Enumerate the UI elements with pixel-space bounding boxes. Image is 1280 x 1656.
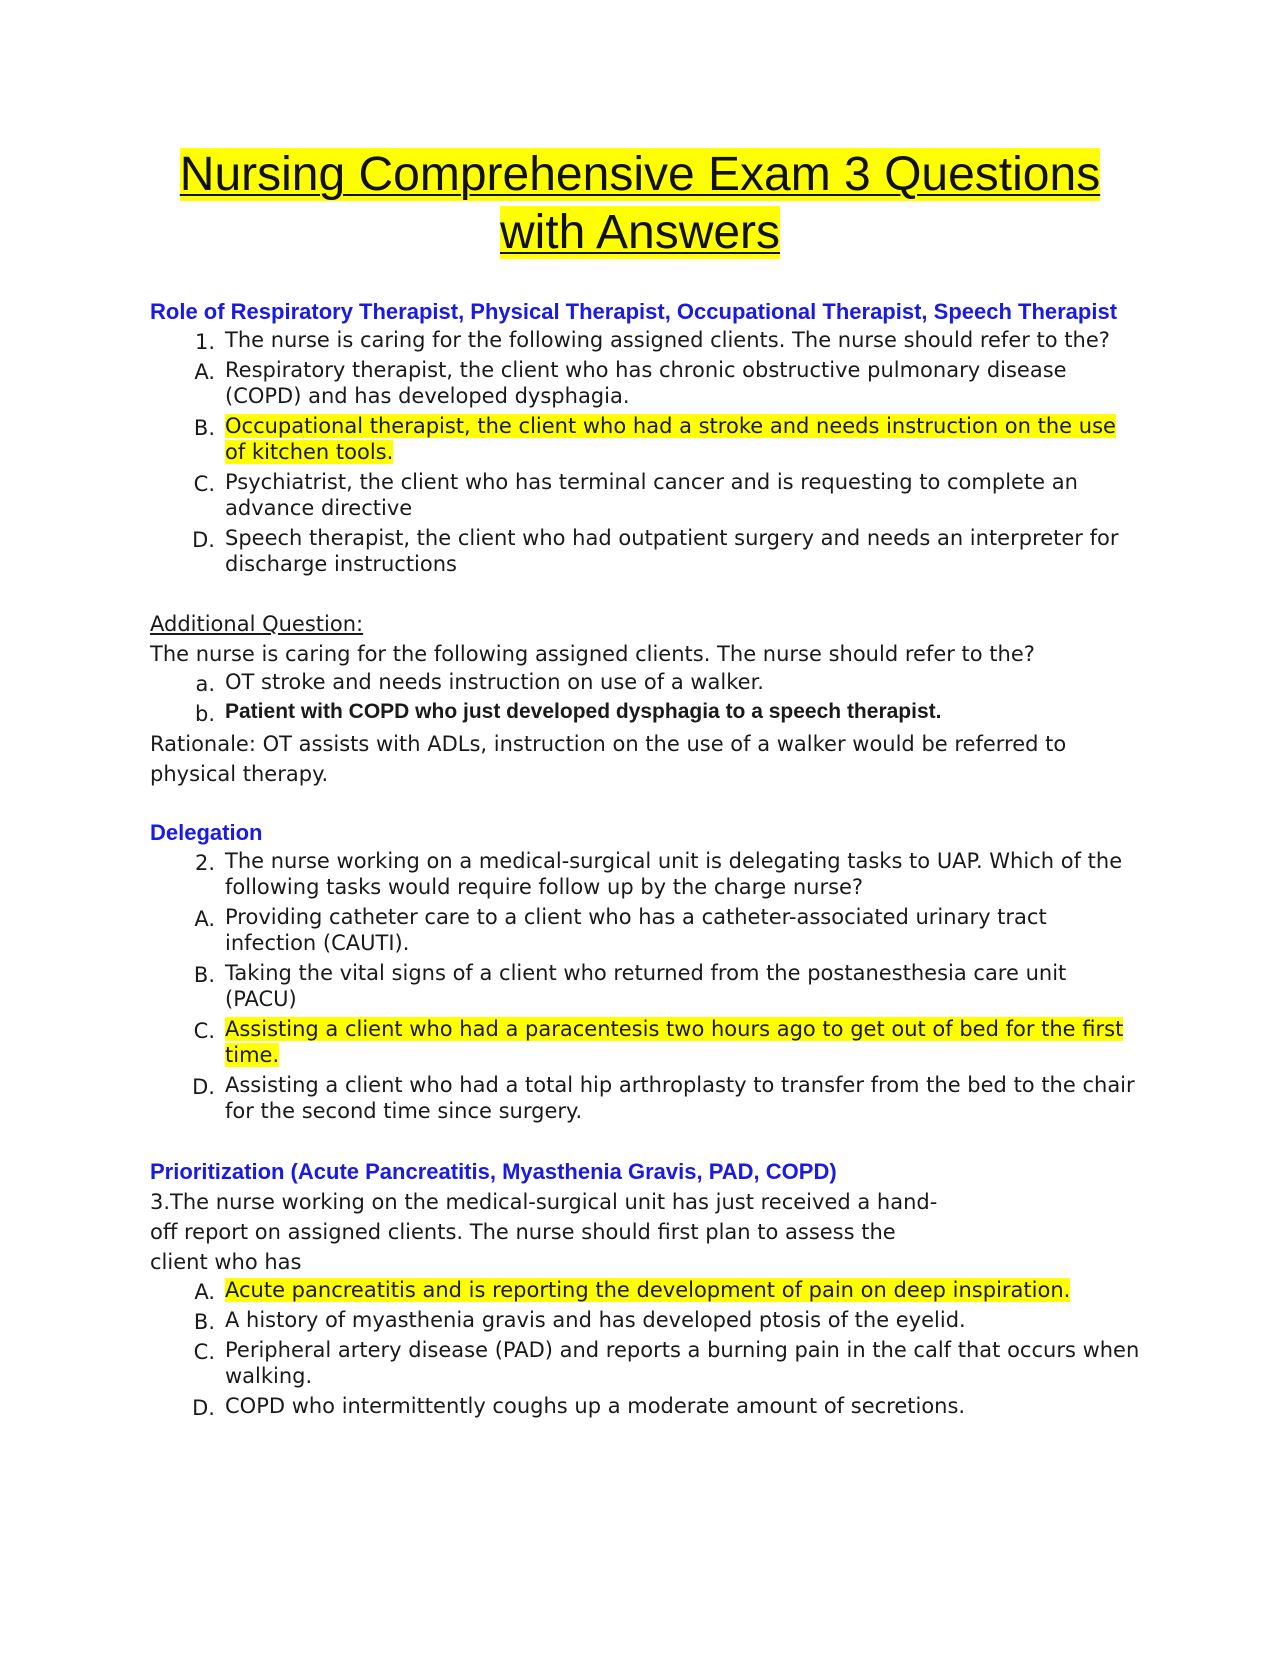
question-number: 2.: [194, 851, 215, 875]
option-marker: a.: [195, 672, 215, 696]
option-marker: A.: [194, 360, 215, 384]
option-text: Respiratory therapist, the client who has chronic obstructive pulmonary disease (COPD) and has developed dysphagia.: [225, 358, 1067, 408]
question-1: [150, 327, 1140, 357]
additional-option-a: [150, 669, 1140, 699]
option-marker: b.: [194, 702, 215, 726]
option-text: Assisting a client who had a total hip arthroplasty to transfer from the bed to the chair for the second time since surgery.: [225, 1073, 1135, 1123]
option-text: Psychiatrist, the client who has terminal cancer and is requesting to complete an advance directive: [225, 470, 1078, 520]
additional-question-label: Additional Question:: [150, 612, 364, 636]
option-marker: B.: [193, 963, 215, 987]
document-body: [150, 296, 1140, 1423]
highlighted-answer: Occupational therapist, the client who had a stroke and needs instruction on the use of kitchen tools.: [225, 414, 1116, 464]
highlighted-answer: Assisting a client who had a paracentesis two hours ago to get out of bed for the first time.: [225, 1017, 1124, 1067]
option-text: Peripheral artery disease (PAD) and reports a burning pain in the calf that occurs when walking.: [225, 1338, 1140, 1388]
option-marker: B.: [193, 416, 215, 440]
question-text: The nurse is caring for the following assigned clients. The nurse should refer to the?: [225, 328, 1110, 352]
rationale-text: Rationale: OT assists with ADLs, instruction on the use of a walker would be referred to physical therapy.: [150, 732, 1067, 786]
option-marker: C.: [193, 1019, 215, 1043]
option-marker: D.: [192, 1075, 215, 1099]
option-c: [150, 469, 1140, 525]
option-marker: D.: [192, 1396, 215, 1420]
page-title: [0, 146, 1280, 262]
option-b: [150, 1307, 1140, 1337]
question-3-line-3: client who has: [150, 1250, 302, 1274]
option-marker: A.: [194, 907, 215, 931]
option-marker: D.: [192, 528, 215, 552]
option-text: Taking the vital signs of a client who returned from the postanesthesia care unit (PACU): [225, 961, 1067, 1011]
option-marker: A.: [194, 1280, 215, 1304]
option-marker: B.: [193, 1310, 215, 1334]
option-marker: C.: [193, 472, 215, 496]
option-d: [150, 1393, 1140, 1423]
question-number: 1.: [194, 330, 215, 354]
option-b: [150, 960, 1140, 1016]
option-c: [150, 1337, 1140, 1393]
option-b-answer: [150, 413, 1140, 469]
section-heading-prioritization: Prioritization (Acute Pancreatitis, Myasthenia Gravis, PAD, COPD): [150, 1159, 837, 1184]
option-a: [150, 357, 1140, 413]
question-3-line-1: 3.The nurse working on the medical-surgical unit has just received a hand-: [150, 1190, 938, 1214]
option-a: [150, 904, 1140, 960]
option-text: A history of myasthenia gravis and has developed ptosis of the eyelid.: [225, 1308, 966, 1332]
option-d: [150, 1072, 1140, 1128]
highlighted-answer: Acute pancreatitis and is reporting the development of pain on deep inspiration.: [225, 1278, 1071, 1302]
additional-option-b-answer: [150, 699, 1140, 729]
option-d: [150, 525, 1140, 581]
title-line-2: with Answers: [499, 206, 781, 259]
option-text: Speech therapist, the client who had outpatient surgery and needs an interpreter for discharge instructions: [225, 526, 1119, 576]
question-text: The nurse working on a medical-surgical unit is delegating tasks to UAP. Which of the following tasks would require follow up by the charge nurse?: [225, 849, 1123, 899]
bold-answer: Patient with COPD who just developed dysphagia to a speech therapist.: [225, 700, 942, 723]
option-text: Providing catheter care to a client who has a catheter-associated urinary tract infection (CAUTI).: [225, 905, 1047, 955]
question-2: [150, 848, 1140, 904]
option-c-answer: [150, 1016, 1140, 1072]
option-a-answer: [150, 1277, 1140, 1307]
title-line-1: Nursing Comprehensive Exam 3 Questions: [179, 148, 1101, 201]
section-heading-delegation: Delegation: [150, 820, 263, 845]
question-3-line-2: off report on assigned clients. The nurse should first plan to assess the: [150, 1220, 896, 1244]
option-marker: C.: [193, 1340, 215, 1364]
section-heading-roles: Role of Respiratory Therapist, Physical Therapist, Occupational Therapist, Speech Therapist: [150, 299, 1118, 324]
additional-question-text: The nurse is caring for the following assigned clients. The nurse should refer to the?: [150, 642, 1035, 666]
option-text: OT stroke and needs instruction on use of a walker.: [225, 670, 764, 694]
option-text: COPD who intermittently coughs up a moderate amount of secretions.: [225, 1394, 966, 1418]
